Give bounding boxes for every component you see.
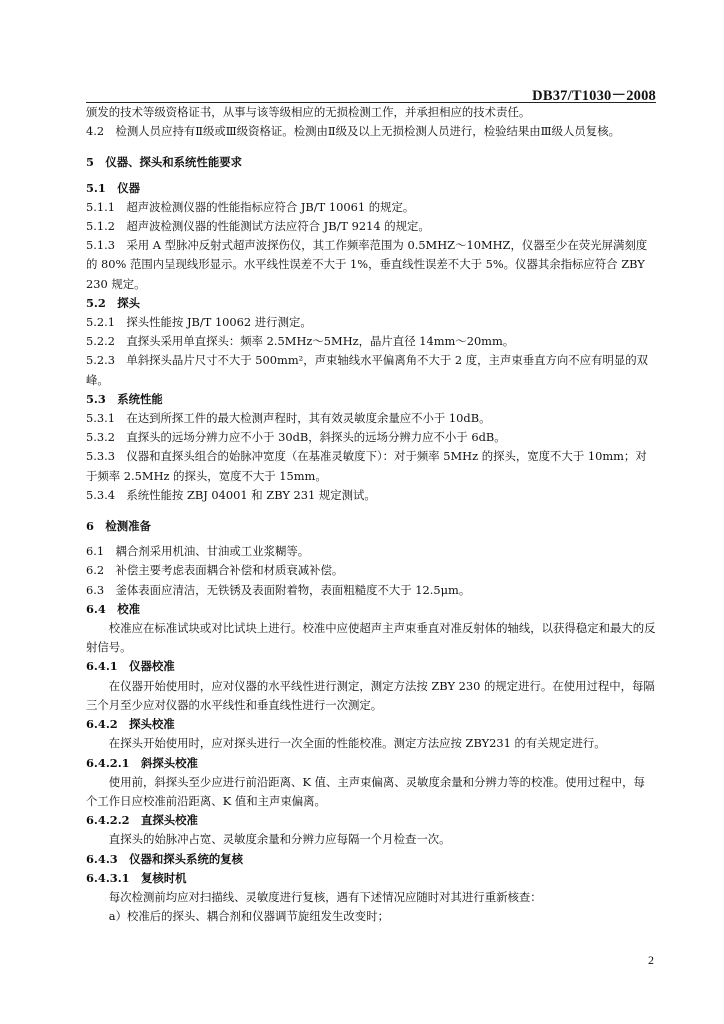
clause-heading-6-4-2-1: 6.4.2.1 斜探头校准 bbox=[86, 755, 198, 770]
clause-heading-6-4: 6.4 校准 bbox=[86, 601, 140, 616]
list-item-a: a）校准后的探头、耦合剂和仪器调节旋纽发生改变时； bbox=[108, 909, 389, 924]
document-code: DB37/T1030－2008 bbox=[532, 88, 656, 104]
section-heading-6: 6 检测准备 bbox=[86, 519, 151, 534]
clause-6-4-3-1-body: 每次检测前均应对扫描线、灵敏度进行复核，遇有下述情况应随时对其进行重新核查： bbox=[108, 889, 542, 904]
clause-5-1-2: 5.1.2 超声波检测仪器的性能测试方法应符合 JB/T 9214 的规定。 bbox=[86, 219, 430, 234]
page-number: 2 bbox=[648, 953, 654, 967]
clause-5-3-3: 5.3.3 仪器和直探头组合的始脉冲宽度（在基准灵敏度下）：对于频率 5MHz 的探头，宽度不大于 10mm；对于频率 2.5MHz 的探头，宽度不大于 15mm。 bbox=[86, 449, 647, 483]
clause-heading-6-4-3: 6.4.3 仪器和探头系统的复核 bbox=[86, 851, 244, 866]
clause-5-3-4: 5.3.4 系统性能按 ZBJ 04001 和 ZBY 231 规定测试。 bbox=[86, 487, 376, 502]
clause-5-3-2: 5.3.2 直探头的远场分辨力应不小于 30dB，斜探头的远场分辨力应不小于 6dB。 bbox=[86, 430, 506, 445]
clause-heading-6-4-2: 6.4.2 探头校准 bbox=[86, 717, 175, 732]
clause-heading-5-3: 5.3 系统性能 bbox=[86, 391, 163, 406]
clause-6-4-2-body: 在探头开始使用时，应对探头进行一次全面的性能校准。测定方法应按 ZBY231 的有关规定进行。 bbox=[108, 736, 606, 751]
clause-heading-6-4-3-1: 6.4.3.1 复核时机 bbox=[86, 870, 187, 885]
clause-heading-6-4-2-2: 6.4.2.2 直探头校准 bbox=[86, 813, 198, 828]
document-body bbox=[86, 103, 656, 926]
clause-6-4-1-body: 在仪器开始使用时，应对仪器的水平线性进行测定，测定方法按 ZBY 230 的规定进行。在使用过程中，每隔三个月至少应对仪器的水平线性和垂直线性进行一次测定。 bbox=[86, 678, 655, 712]
section-heading-5: 5 仪器、探头和系统性能要求 bbox=[86, 155, 243, 170]
clause-6-3: 6.3 釜体表面应清洁，无铁锈及表面附着物，表面粗糙度不大于 12.5μm。 bbox=[86, 582, 471, 597]
clause-5-2-1: 5.2.1 探头性能按 JB/T 10062 进行测定。 bbox=[86, 315, 312, 330]
clause-5-1-3: 5.1.3 采用 A 型脉冲反射式超声波探伤仪，其工作频率范围为 0.5MHZ～10MHZ，仪器至少在荧光屏满刻度的 80% 范围内呈现线形显示。水平线性误差不大于 1%，垂直线性误差不大于 5%。仪器其余指标应符合 ZBY 230 规定。 bbox=[86, 238, 648, 291]
clause-5-2-3: 5.2.3 单斜探头晶片尺寸不大于 500mm²，声束轴线水平偏离角不大于 2 度，主声束垂直方向不应有明显的双峰。 bbox=[86, 353, 649, 387]
clause-5-2-2: 5.2.2 直探头采用单直探头：频率 2.5MHz～5MHz，晶片直径 14mm～20mm。 bbox=[86, 334, 515, 349]
paragraph: 颁发的技术等级资格证书，从事与该等级相应的无损检测工作，并承担相应的技术责任。 bbox=[86, 105, 531, 119]
clause-6-2: 6.2 补偿主要考虑表面耦合补偿和材质衰减补偿。 bbox=[86, 563, 344, 578]
clause-6-4-2-1-body: 使用前，斜探头至少应进行前沿距离、K 值、主声束偏离、灵敏度余量和分辨力等的校准。使用过程中，每个工作日应校准前沿距离、K 值和主声束偏离。 bbox=[86, 774, 645, 808]
clause-heading-5-2: 5.2 探头 bbox=[86, 295, 140, 310]
clause-6-4-body: 校准应在标准试块或对比试块上进行。校准中应使超声主声束垂直对准反射体的轴线，以获得稳定和最大的反射信号。 bbox=[86, 621, 656, 655]
clause-6-4-2-2-body: 直探头的始脉冲占宽、灵敏度余量和分辨力应每隔一个月检查一次。 bbox=[108, 832, 451, 847]
clause-5-3-1: 5.3.1 在达到所探工件的最大检测声程时，其有效灵敏度余量应不小于 10dB。 bbox=[86, 411, 491, 426]
clause-6-1: 6.1 耦合剂采用机油、甘油或工业浆糊等。 bbox=[86, 544, 310, 559]
clause-heading-5-1: 5.1 仪器 bbox=[86, 180, 140, 195]
clause-heading-6-4-1: 6.4.1 仪器校准 bbox=[86, 659, 175, 674]
clause-5-1-1: 5.1.1 超声波检测仪器的性能指标应符合 JB/T 10061 的规定。 bbox=[86, 199, 415, 214]
clause-4-2: 4.2 检测人员应持有Ⅱ级或Ⅲ级资格证。检测由Ⅱ级及以上无损检测人员进行，检验结果由Ⅲ级人员复核。 bbox=[86, 124, 620, 139]
